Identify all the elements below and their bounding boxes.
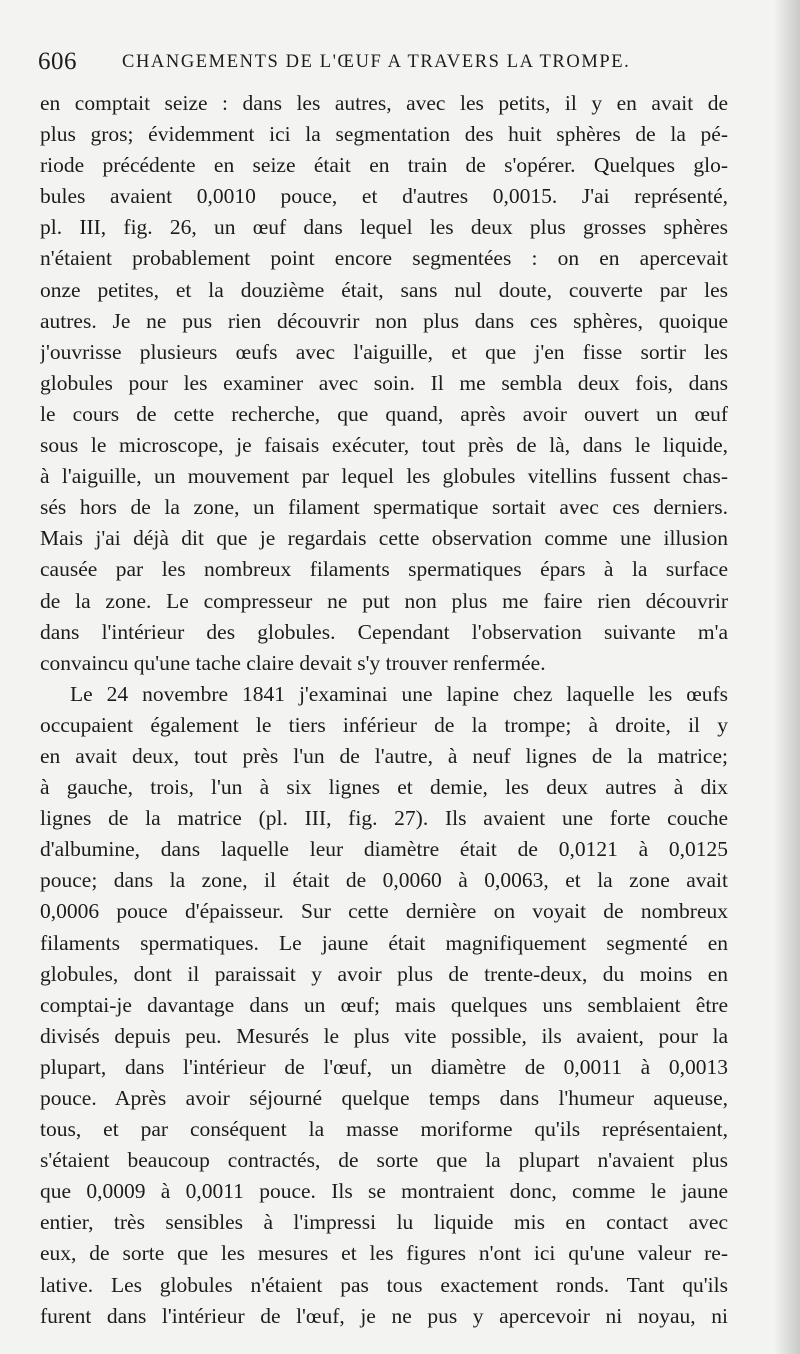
text-line: pl. III, fig. 26, un œuf dans lequel les deux plus grosses sphères <box>40 215 728 240</box>
running-head <box>38 48 738 88</box>
paragraph-start-line: Le 24 novembre 1841 j'examinai une lapine chez laquelle les œufs <box>70 681 728 706</box>
text-line: à gauche, trois, l'un à six lignes et demie, les deux autres à dix <box>40 775 728 800</box>
text-line: riode précédente en seize était en train de s'opérer. Quelques glo- <box>40 153 728 178</box>
text-line: globules, dont il paraissait y avoir plus de trente-deux, du moins en <box>40 961 728 986</box>
text-line: en avait deux, tout près l'un de l'autre, à neuf lignes de la matrice; <box>40 743 728 768</box>
text-line: j'ouvrisse plusieurs œufs avec l'aiguille, et que j'en fisse sortir les <box>40 339 728 364</box>
text-line: en comptait seize : dans les autres, avec les petits, il y en avait de <box>40 91 728 115</box>
text-line: sés hors de la zone, un filament spermatique sortait avec ces derniers. <box>40 495 728 520</box>
text-line: s'étaient beaucoup contractés, de sorte que la plupart n'avaient plus <box>40 1148 728 1173</box>
text-line: n'étaient probablement point encore segmentées : on en apercevait <box>40 246 728 271</box>
text-line: divisés depuis peu. Mesurés le plus vite possible, ils avaient, pour la <box>40 1023 728 1048</box>
text-line: onze petites, et la douzième était, sans nul doute, couverte par les <box>40 277 728 302</box>
paragraph-end-line: convaincu qu'une tache claire devait s'y trouver renfermée. <box>40 650 546 675</box>
text-line: à l'aiguille, un mouvement par lequel les globules vitellins fussent chas- <box>40 464 728 489</box>
text-line: dans l'intérieur des globules. Cependant l'observation suivante m'a <box>40 619 728 644</box>
text-line: d'albumine, dans laquelle leur diamètre était de 0,0121 à 0,0125 <box>40 837 728 862</box>
text-line: plus gros; évidemment ici la segmentation des huit sphères de la pé- <box>40 122 728 147</box>
text-line: tous, et par conséquent la masse moriforme qu'ils représentaient, <box>40 1117 728 1142</box>
text-line: bules avaient 0,0010 pouce, et d'autres 0,0015. J'ai représenté, <box>40 184 728 209</box>
text-line: eux, de sorte que les mesures et les figures n'ont ici qu'une valeur re- <box>40 1241 728 1266</box>
page-number: 606 <box>38 48 77 75</box>
text-line: furent dans l'intérieur de l'œuf, je ne pus y apercevoir ni noyau, ni <box>40 1303 728 1328</box>
text-line: comptai-je davantage dans un œuf; mais quelques uns semblaient être <box>40 992 728 1017</box>
text-line: occupaient également le tiers inférieur de la trompe; à droite, il y <box>40 712 728 737</box>
text-line: filaments spermatiques. Le jaune était magnifiquement segmenté en <box>40 930 728 955</box>
text-line: plupart, dans l'intérieur de l'œuf, un diamètre de 0,0011 à 0,0013 <box>40 1054 728 1079</box>
text-line: pouce; dans la zone, il était de 0,0060 à 0,0063, et la zone avait <box>40 868 728 893</box>
body-text <box>40 88 728 1332</box>
text-line: Mais j'ai déjà dit que je regardais cette observation comme une illusion <box>40 526 728 551</box>
text-line: pouce. Après avoir séjourné quelque temps dans l'humeur aqueuse, <box>40 1086 728 1110</box>
text-line: lignes de la matrice (pl. III, fig. 27). Ils avaient une forte couche <box>40 806 728 831</box>
text-line: que 0,0009 à 0,0011 pouce. Ils se montraient donc, comme le jaune <box>40 1179 728 1204</box>
text-line: autres. Je ne pus rien découvrir non plus dans ces sphères, quoique <box>40 308 728 333</box>
text-line: 0,0006 pouce d'épaisseur. Sur cette dernière on voyait de nombreux <box>40 899 728 924</box>
text-line: lative. Les globules n'étaient pas tous exactement ronds. Tant qu'ils <box>40 1272 728 1297</box>
text-line: sous le microscope, je faisais exécuter, tout près de là, dans le liquide, <box>40 433 728 458</box>
text-line: le cours de cette recherche, que quand, après avoir ouvert un œuf <box>40 401 728 426</box>
page-edge-shadow <box>774 0 800 1354</box>
page-header-title: CHANGEMENTS DE L'ŒUF A TRAVERS LA TROMPE. <box>122 52 631 72</box>
text-line: de la zone. Le compresseur ne put non plus me faire rien découvrir <box>40 588 728 613</box>
text-line: causée par les nombreux filaments spermatiques épars à la surface <box>40 557 728 582</box>
text-line: globules pour les examiner avec soin. Il me sembla deux fois, dans <box>40 370 728 395</box>
text-line: entier, très sensibles à l'impressi lu liquide mis en contact avec <box>40 1210 728 1235</box>
